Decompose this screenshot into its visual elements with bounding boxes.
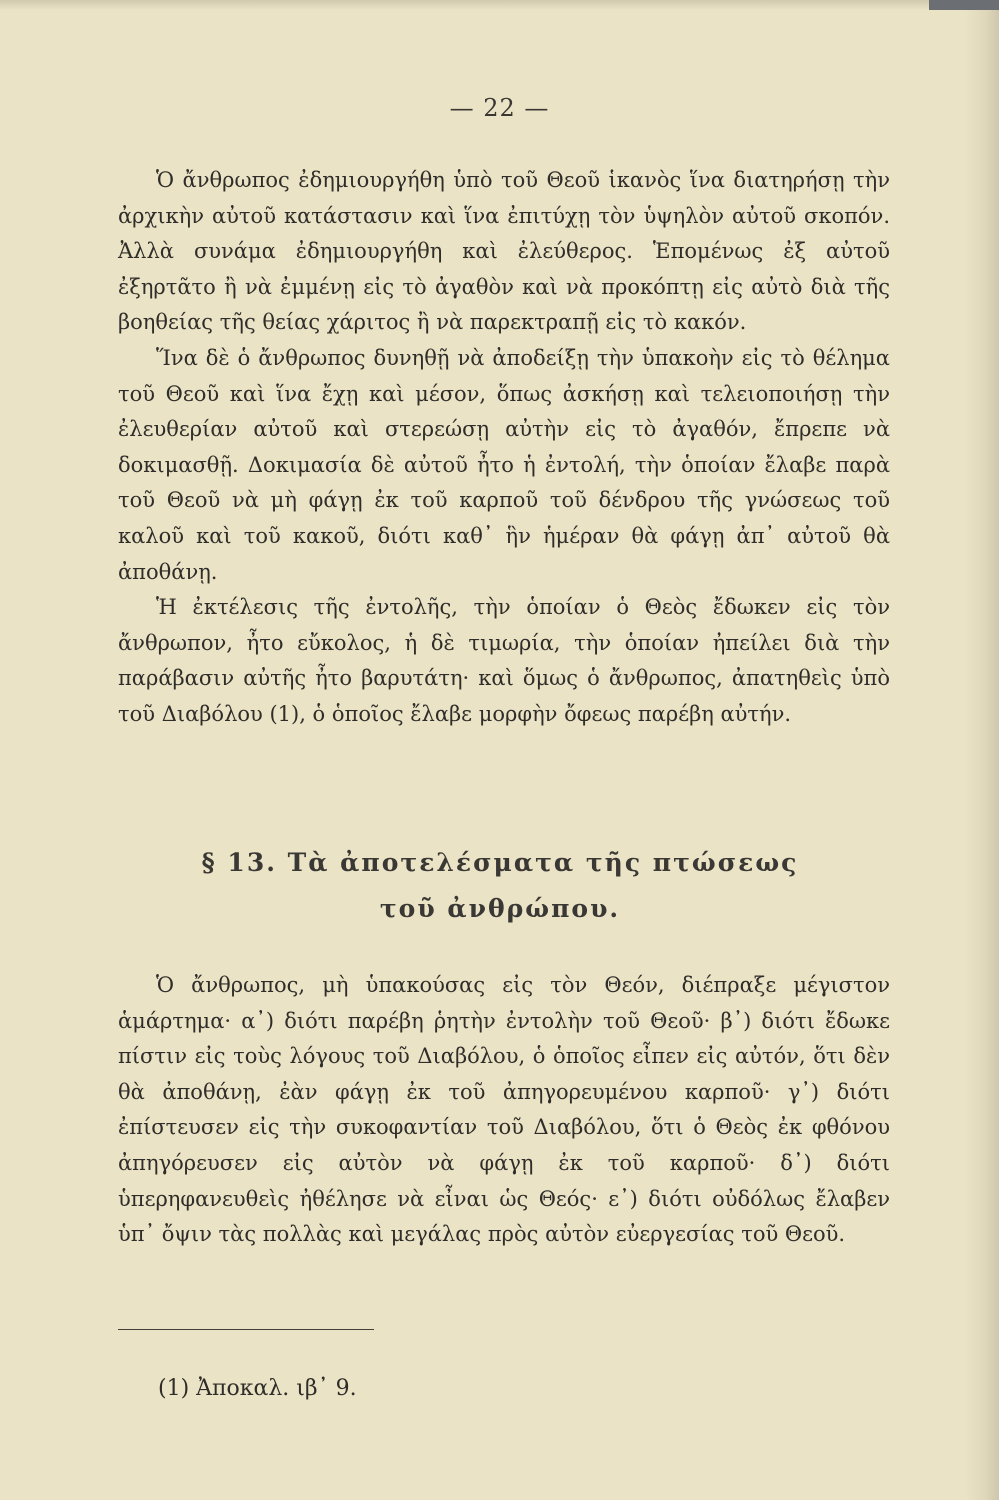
page-edge-shadow xyxy=(965,0,999,1500)
section-heading xyxy=(150,840,850,932)
paragraph: Ἵνα δὲ ὁ ἄνθρωπος δυνηθῇ νὰ ἀποδείξῃ τὴν ὑπακοὴν εἰς τὸ θέλημα τοῦ Θεοῦ καὶ ἵνα ἔχῃ καὶ μέσον, ὅπως ἀσκήσῃ καὶ τελειοποιήσῃ τὴν ἐλευθερίαν αὐτοῦ καὶ στερεώσῃ αὐτὴν εἰς τὸ ἀγαθόν, ἔπρεπε νὰ δοκιμασθῇ. Δοκιμασία δὲ αὐτοῦ ἦτο ἡ ἐντολή, τὴν ὁποίαν ἔλαβε παρὰ τοῦ Θεοῦ νὰ μὴ φάγῃ ἐκ τοῦ καρποῦ τοῦ δένδρου τῆς γνώσεως τοῦ καλοῦ καὶ τοῦ κακοῦ, διότι καθ᾽ ἣν ἡμέραν θὰ φάγῃ ἀπ᾽ αὐτοῦ θὰ ἀποθάνῃ. xyxy=(118,345,890,584)
footnote-divider xyxy=(118,1329,374,1330)
section-heading-line-1: § 13. Τὰ ἀποτελέσματα τῆς πτώσεως xyxy=(201,848,799,877)
paragraph: Ἡ ἐκτέλεσις τῆς ἐντολῆς, τὴν ὁποίαν ὁ Θεὸς ἔδωκεν εἰς τὸν ἄνθρωπον, ἦτο εὔκολος, ἡ δὲ τιμωρία, τὴν ὁποίαν ἠπείλει διὰ τὴν παράβασιν αὐτῆς ἦτο βαρυτάτη· καὶ ὅμως ὁ ἄνθρωπος, ἀπατηθεὶς ὑπὸ τοῦ Διαβόλου (1), ὁ ὁποῖος ἔλαβε μορφὴν ὄφεως παρέβη αὐτήν. xyxy=(118,595,890,726)
paragraph: Ὁ ἄνθρωπος ἐδημιουργήθη ὑπὸ τοῦ Θεοῦ ἱκανὸς ἵνα διατηρήσῃ τὴν ἀρχικὴν αὐτοῦ κατάστασιν καὶ ἵνα ἐπιτύχῃ τὸν ὑψηλὸν αὐτοῦ σκοπόν. Ἀλλὰ συνάμα ἐδημιουργήθη καὶ ἐλεύθερος. Ἑπομένως ἐξ αὐτοῦ ἐξηρτᾶτο ἢ νὰ ἐμμένῃ εἰς τὸ ἀγαθὸν καὶ νὰ προκόπτῃ εἰς αὐτὸ διὰ τῆς βοηθείας τῆς θείας χάριτος ἢ νὰ παρεκτραπῇ εἰς τὸ κακόν. xyxy=(118,168,890,335)
section-heading-line-2: τοῦ ἀνθρώπου. xyxy=(379,894,621,923)
body-text-top xyxy=(118,163,890,733)
paragraph: Ὁ ἄνθρωπος, μὴ ὑπακούσας εἰς τὸν Θεόν, διέπραξε μέγιστον ἁμάρτημα· α᾽) διότι παρέβη ῥητὴν ἐντολὴν τοῦ Θεοῦ· β᾽) διότι ἔδωκε πίστιν εἰς τοὺς λόγους τοῦ Διαβόλου, ὁ ὁποῖος εἶπεν εἰς αὐτόν, ὅτι δὲν θὰ ἀποθάνῃ, ἐὰν φάγῃ ἐκ τοῦ ἀπηγορευμένου καρποῦ· γ᾽) διότι ἐπίστευσεν εἰς τὴν συκοφαντίαν τοῦ Διαβόλου, ὅτι ὁ Θεὸς ἐκ φθόνου ἀπηγόρευσεν εἰς αὐτὸν νὰ φάγῃ ἐκ τοῦ καρποῦ· δ᾽) διότι ὑπερηφανευθεὶς ἠθέλησε νὰ εἶναι ὡς Θεός· ε᾽) διότι οὐδόλως ἔλαβεν ὑπ᾽ ὄψιν τὰς πολλὰς καὶ μεγάλας πρὸς αὐτὸν εὐεργεσίας τοῦ Θεοῦ. xyxy=(118,973,890,1247)
body-text-bottom xyxy=(118,968,890,1253)
page-top-shadow xyxy=(0,0,999,10)
footnote: (1) Ἀποκαλ. ιβ᾽ 9. xyxy=(158,1376,357,1401)
scan-corner-mark xyxy=(929,0,999,10)
page-number: — 22 — xyxy=(449,94,550,122)
